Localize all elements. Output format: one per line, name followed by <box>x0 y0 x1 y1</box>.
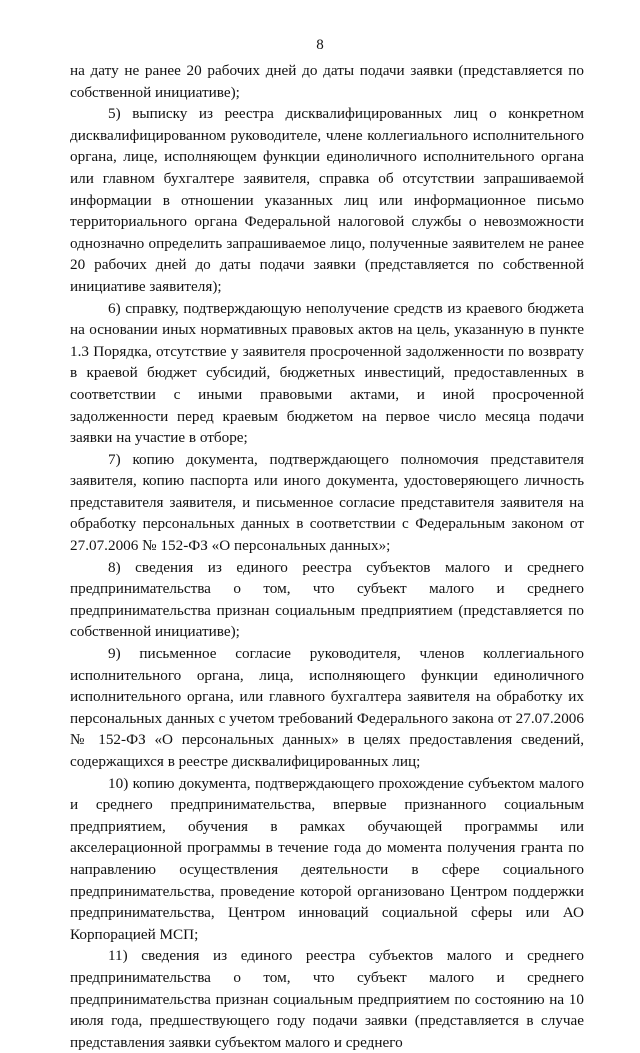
paragraph-item-11: 11) сведения из единого реестра субъектов малого и среднего предпринимательства о том, что субъект малого и среднего предпринимательства признан социальным предприятием по состоянию на 10 июля года, предшествующего году подачи заявки (представляется в случае представления заявки субъектом малого и среднего <box>70 947 584 1051</box>
paragraph-item-9: 9) письменное согласие руководителя, членов коллегиального исполнительного органа, лица, исполняющего функции единоличного исполнительного органа, или главного бухгалтера заявителя на обработку их персональных данных с учетом требований Федерального закона от 27.07.2006 № 152-ФЗ «О персональных данных» в целях предоставления сведений, содержащихся в реестре дисквалифицированных лиц; <box>70 645 584 770</box>
paragraph-item-7: 7) копию документа, подтверждающего полномочия представителя заявителя, копию паспорта или иного документа, удостоверяющего личность представителя заявителя, и письменное согласие представителя заявителя на обработку персональных данных в соответствии с Федеральным законом от 27.07.2006 № 152-ФЗ «О персональных данных»; <box>70 450 584 555</box>
document-body <box>70 60 584 1053</box>
paragraph-item-8: 8) сведения из единого реестра субъектов малого и среднего предпринимательства о том, что субъект малого и среднего предпринимательства признан социальным предприятием (представляется по собственной инициативе); <box>70 558 584 641</box>
page-number: 8 <box>316 37 324 53</box>
paragraph-item-6: 6) справку, подтверждающую неполучение средств из краевого бюджета на основании иных нормативных правовых актов на цель, указанную в пункте 1.3 Порядка, отсутствие у заявителя просроченной задолженности по возврату в краевой бюджет субсидий, бюджетных инвестиций, предоставленных в соответствии с иными правовыми актами, и иной просроченной задолженности перед краевым бюджетом на первое число месяца подачи заявки на участие в отборе; <box>70 299 584 447</box>
paragraph-item-5: 5) выписку из реестра дисквалифицированных лиц о конкретном дисквалифицированном руководителе, члене коллегиального исполнительного органа, лице, исполняющем функции единоличного исполнительного органа или главном бухгалтере заявителя, справка об отсутствии запрашиваемой информации в отношении указанных лиц или информационное письмо территориального органа Федеральной налоговой службы о невозможности однозначно определить запрашиваемое лицо, полученные заявителем не ранее 20 рабочих дней до даты подачи заявки (представляется по собственной инициативе заявителя); <box>70 105 584 295</box>
paragraph-continuation: на дату не ранее 20 рабочих дней до даты подачи заявки (представляется по собственной инициативе); <box>70 62 584 101</box>
paragraph-item-10: 10) копию документа, подтверждающего прохождение субъектом малого и среднего предпринимательства, впервые признанного социальным предприятием, обучения в рамках обучающей программы или акселерационной программы в течение года до момента получения гранта по направлению осуществления деятельности в сфере социального предпринимательства, проведение которой организовано Центром поддержки предпринимательства, Центром инноваций социальной сферы или АО Корпорацией МСП; <box>70 774 584 943</box>
